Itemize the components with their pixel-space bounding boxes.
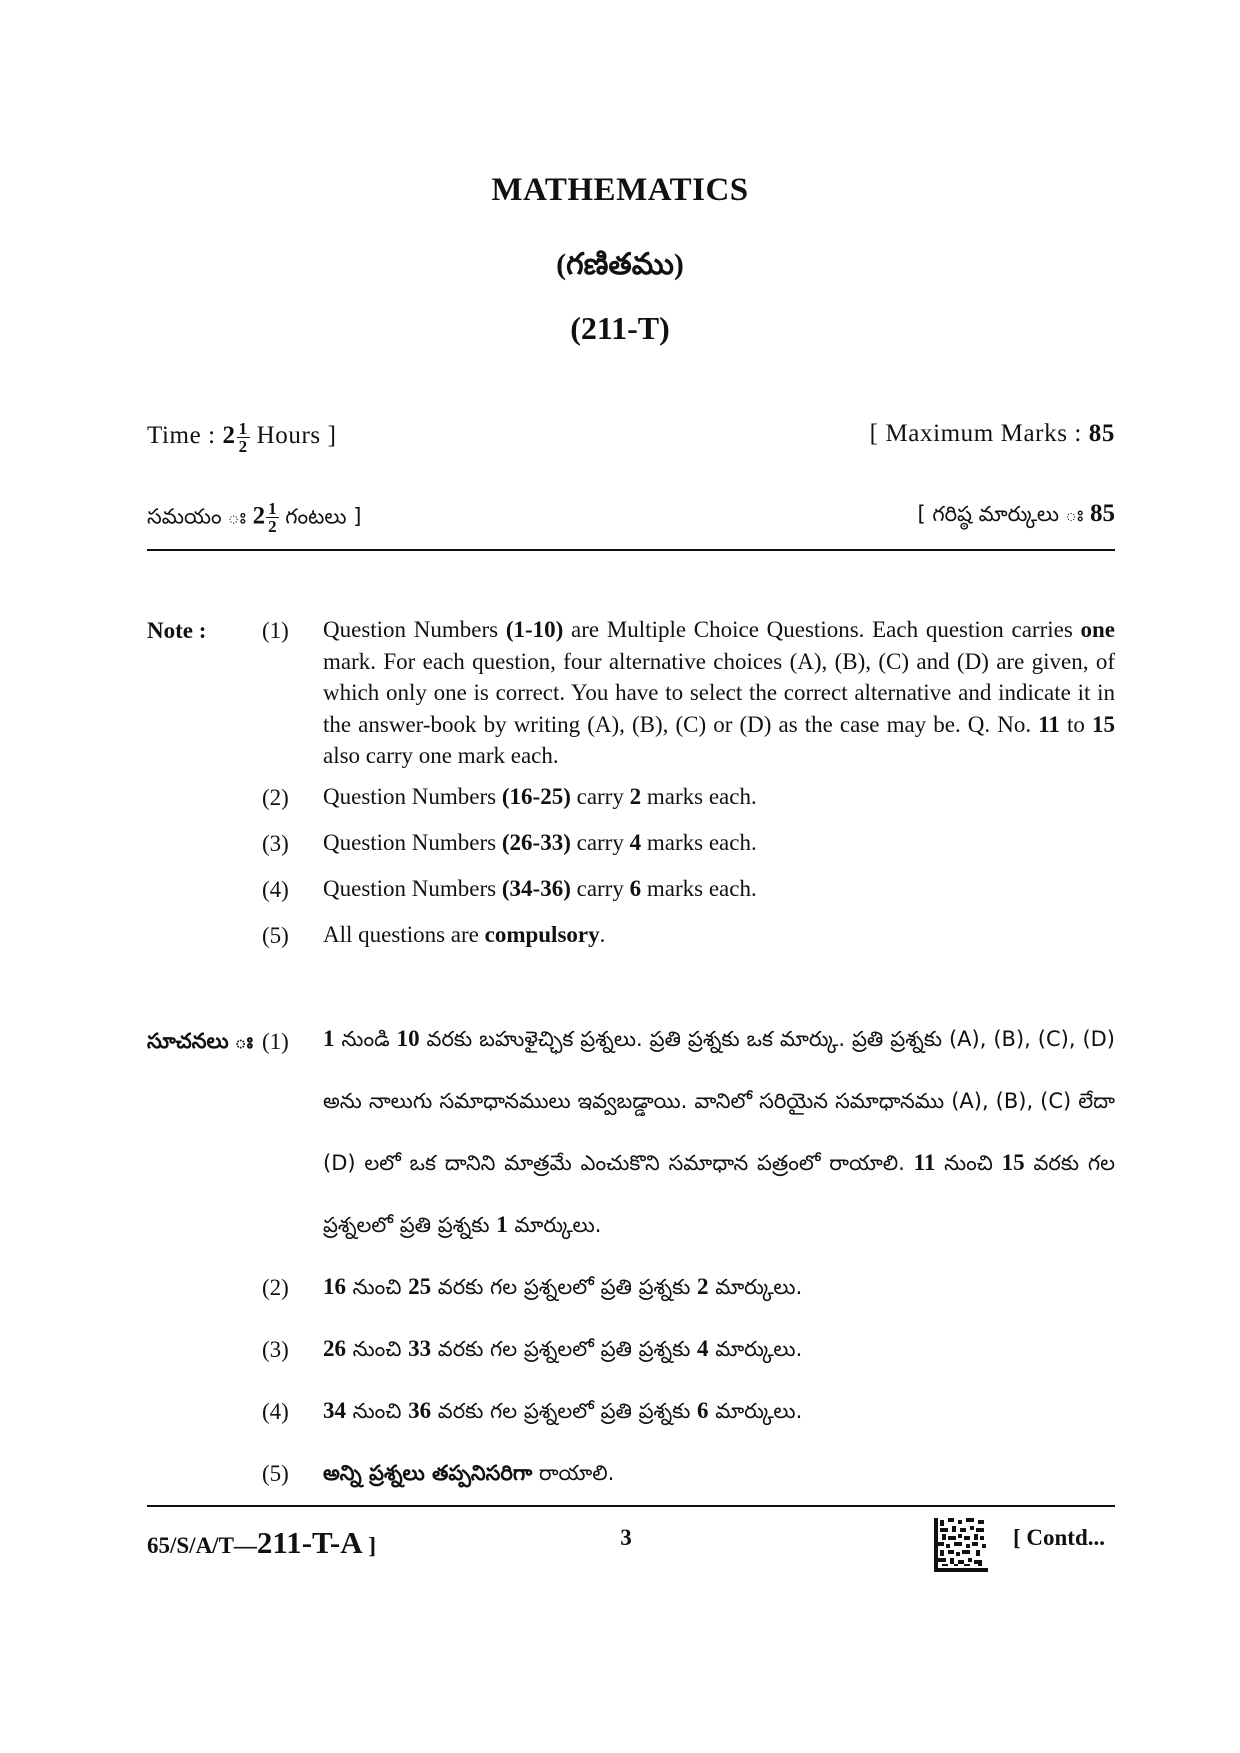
note-text: మార్కులు.	[507, 1213, 602, 1237]
page-title: MATHEMATICS	[491, 172, 749, 208]
note-text: వరకు గల ప్రశ్నలలో ప్రతి ప్రశ్నకు	[431, 1399, 698, 1423]
note-number: (4)	[262, 1399, 289, 1424]
note-text: నుంచి	[346, 1337, 409, 1361]
paper-code-suffix: ]	[362, 1533, 376, 1558]
note-text: మార్కులు.	[708, 1337, 803, 1361]
note-text: All questions are	[323, 922, 485, 947]
note-bold: one	[1080, 617, 1115, 642]
note-bold: (34-36)	[501, 876, 571, 901]
time-label-telugu: సమయం ః	[147, 504, 246, 529]
note-number: (3)	[262, 1337, 289, 1362]
fraction-numerator: 1	[268, 499, 277, 518]
max-marks-telugu	[917, 500, 1115, 532]
note-item	[323, 827, 1115, 859]
note-text: మార్కులు.	[708, 1399, 803, 1423]
fraction-numerator: 1	[238, 419, 248, 438]
note-bold: 33	[408, 1336, 432, 1361]
note-bold: 6	[629, 876, 642, 901]
note-bold: 15	[1001, 1150, 1025, 1175]
time-fraction	[237, 420, 250, 455]
note-bold: 25	[408, 1274, 432, 1299]
note-number: (5)	[262, 923, 289, 948]
note-item-telugu	[323, 1380, 1115, 1442]
note-text: carry	[570, 784, 630, 809]
note-text: marks each.	[641, 876, 757, 901]
note-text: marks each.	[641, 830, 757, 855]
paper-code	[147, 1525, 376, 1561]
note-text: వరకు గల ప్రశ్నలలో ప్రతి ప్రశ్నకు	[431, 1275, 698, 1299]
note-text: also carry one mark each.	[323, 743, 559, 768]
note-bold: 4	[629, 830, 642, 855]
fraction-denominator: 2	[268, 517, 277, 536]
time-info-telugu	[147, 500, 361, 535]
time-unit-telugu: గంటలు ]	[285, 504, 362, 529]
note-bold: అన్ని ప్రశ్నలు తప్పనిసరిగా	[323, 1461, 533, 1485]
note-number: (1)	[262, 1029, 289, 1054]
note-text: నుంచి	[935, 1151, 1002, 1175]
note-bold: 10	[396, 1026, 420, 1051]
note-text: నుండి	[334, 1027, 397, 1051]
note-text: మార్కులు.	[708, 1275, 803, 1299]
note-number: (4)	[262, 877, 289, 902]
note-text: mark. For each question, four alternative choices (A), (B), (C) and (D) are given, of which only one is correct. You have to select the correct alternative and indicate it in the answer-book by writing (A), (B), (C) or (D) as the case may be. Q. No.	[323, 648, 1115, 737]
note-text: to	[1059, 711, 1092, 737]
note-number: (3)	[262, 831, 289, 856]
time-whole: 2	[222, 422, 236, 450]
note-bold: 1	[323, 1026, 335, 1051]
note-bold: 26	[323, 1336, 346, 1361]
note-text: రాయాలి.	[532, 1461, 615, 1485]
note-number: (2)	[262, 785, 289, 810]
time-label: Time :	[147, 422, 216, 450]
max-marks-value: 85	[1088, 420, 1115, 447]
note-text: .	[599, 922, 606, 947]
note-bold: (26-33)	[501, 830, 571, 855]
paper-code-prefix: 65/S/A/T—	[147, 1533, 257, 1558]
note-bold: compulsory	[484, 922, 600, 947]
footer-divider	[147, 1505, 1115, 1507]
note-text: Question Numbers	[323, 876, 502, 901]
note-item	[323, 919, 1115, 951]
note-item	[323, 614, 1115, 772]
note-bold: 16	[323, 1274, 346, 1299]
contd-label: [ Contd...	[1013, 1525, 1106, 1550]
note-bold: 36	[408, 1398, 432, 1423]
max-marks-label-telugu: [ గరిష్ఠ మార్కులు ః	[917, 502, 1084, 526]
note-item-telugu	[323, 1442, 1115, 1504]
note-text: వరకు బహుళైచ్ఛిక ప్రశ్నలు. ప్రతి ప్రశ్నకు ఒక మార్కు. ప్రతి ప్రశ్నకు (A), (B), (C), (D) అను నాలుగు సమాధానములు ఇవ్వబడ్డాయి. వానిలో సరియైన సమాధానము (A), (B), (C) లేదా (D) లలో ఒక దానిని మాత్రమే ఎంచుకొని సమాధాన పత్రంలో రాయాలి.	[323, 1027, 1115, 1175]
max-marks	[870, 420, 1115, 448]
page-subtitle-telugu: (గణితము)	[556, 248, 684, 281]
note-item	[323, 781, 1115, 813]
note-item-telugu	[323, 1256, 1115, 1318]
note-text: marks each.	[641, 784, 757, 809]
note-text: Question Numbers	[323, 617, 506, 642]
time-fraction-telugu	[266, 500, 279, 535]
note-bold: 11	[1038, 711, 1060, 737]
fraction-denominator: 2	[238, 437, 248, 456]
note-text: carry	[570, 830, 630, 855]
note-text: నుంచి	[346, 1399, 409, 1423]
note-text: Question Numbers	[323, 784, 502, 809]
max-marks-value-telugu: 85	[1090, 500, 1115, 527]
note-text: వరకు గల ప్రశ్నలలో ప్రతి ప్రశ్నకు	[431, 1337, 698, 1361]
qr-code-icon	[934, 1518, 988, 1572]
note-item-telugu	[323, 1318, 1115, 1380]
page-number: 3	[620, 1525, 632, 1550]
time-whole-telugu: 2	[252, 502, 266, 530]
note-item	[323, 873, 1115, 905]
note-bold: (16-25)	[501, 784, 571, 809]
subject-code: (211-T)	[570, 310, 670, 346]
note-label: Note :	[147, 618, 207, 643]
note-bold: 4	[697, 1336, 709, 1361]
note-number: (5)	[262, 1461, 289, 1486]
divider	[147, 549, 1115, 551]
note-bold: (1-10)	[505, 617, 564, 642]
max-marks-label: [ Maximum Marks :	[869, 420, 1082, 447]
note-bold: 34	[323, 1398, 346, 1423]
note-bold: 1	[496, 1212, 508, 1237]
note-label-telugu: సూచనలు ః	[147, 1029, 253, 1053]
note-bold: 2	[629, 784, 642, 809]
note-number: (2)	[262, 1275, 289, 1300]
time-unit: Hours ]	[256, 422, 337, 450]
note-text: are Multiple Choice Questions. Each question carries	[563, 617, 1081, 642]
note-bold: 15	[1092, 711, 1115, 737]
note-item-telugu	[323, 1008, 1115, 1256]
note-text: వరకు గల ప్రశ్నలలో ప్రతి ప్రశ్నకు	[323, 1151, 1116, 1237]
note-text: Question Numbers	[323, 830, 502, 855]
paper-code-main: 211-T-A	[256, 1525, 363, 1560]
note-bold: 11	[913, 1150, 936, 1175]
note-text: నుంచి	[346, 1275, 409, 1299]
note-number: (1)	[262, 618, 289, 643]
note-text: carry	[570, 876, 630, 901]
note-bold: 2	[697, 1274, 709, 1299]
time-info	[147, 420, 337, 455]
note-bold: 6	[697, 1398, 709, 1423]
